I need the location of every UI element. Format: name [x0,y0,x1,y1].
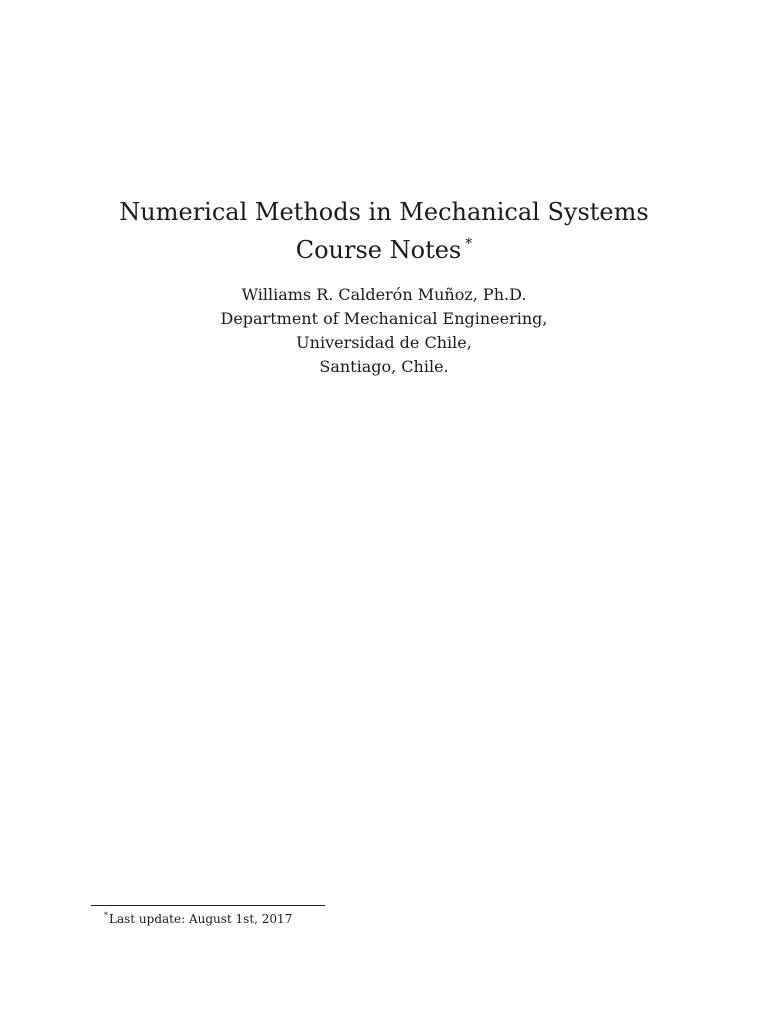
title-footnote-marker: * [465,236,473,252]
footnote-marker: * [104,911,108,920]
title-line-2 [0,228,768,266]
footnote-text: Last update: August 1st, 2017 [109,912,293,926]
author-city: Santiago, Chile. [319,357,449,376]
title-block [0,196,768,266]
author-name: Williams R. Calderón Muñoz, Ph.D. [241,285,527,304]
footnote [104,908,292,927]
author-block [0,283,768,379]
title-subtitle: Course Notes [295,236,462,264]
footnote-rule [91,905,325,906]
title-line-1: Numerical Methods in Mechanical Systems [119,198,649,226]
author-department: Department of Mechanical Engineering, [220,309,548,328]
author-university: Universidad de Chile, [296,333,472,352]
